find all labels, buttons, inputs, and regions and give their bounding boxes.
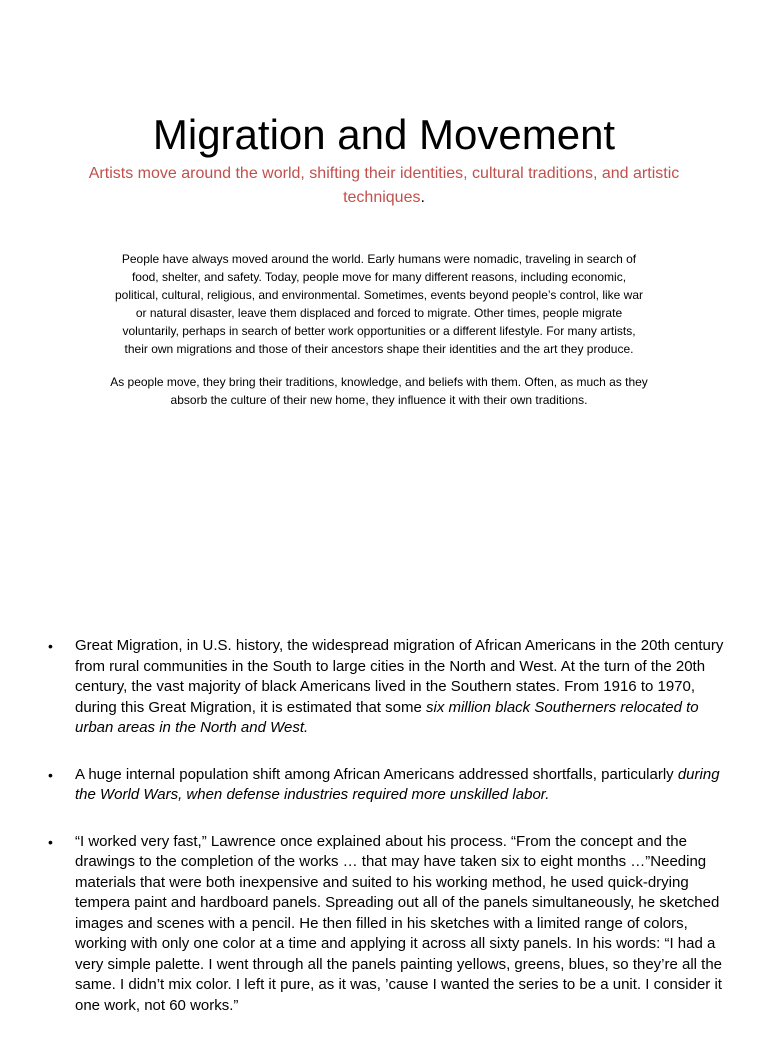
subtitle-period: . <box>420 189 425 206</box>
bullet-italic-text: six million black Southerners relocated to urban areas in the North and West. <box>75 698 699 736</box>
bullet-marker: • <box>48 833 53 850</box>
bullet-italic-text: during the World Wars, when defense industries required more unskilled labor. <box>75 765 720 803</box>
bullet-text: “I worked very fast,” Lawrence once explained about his process. “From the concept and the drawings to the completion of the works … that may have taken six to eight months …”Needing materials that were both inexpensive and suited to his working method, he used quick-drying tempera paint and hardboard panels. Spreading out all of the panels simultaneously, he sketched images and scenes with a pencil. He then filled in his sketches with a limited range of colors, working with only one color at a time and applying it across all sixty panels. In his words: “I had a very simple palette. I went through all the panels painting yellows, greens, blues, so they’re all the same. I didn’t mix color. I left it pure, as it was, ’cause I wanted the series to be a unit. I consider it one work, not 60 works.” <box>75 832 723 1014</box>
intro-paragraph-2: As people move, they bring their traditions, knowledge, and beliefs with them. Often, as much as they absorb the culture of their new home, they influence it with their own traditions. <box>110 375 648 407</box>
bullet-marker: • <box>48 638 53 654</box>
bullet-item-great-migration <box>44 636 734 739</box>
bullet-text: Great Migration, in U.S. history, the widespread migration of African Americans in the 20th century from rural communities in the South to large cities in the North and West. At the turn of the 20th century, the vast majority of black Americans lived in the Southern states. From 1916 to 1970, during this Great Migration, it is estimated that some <box>75 637 724 716</box>
page-subtitle <box>64 162 704 210</box>
intro-text <box>110 250 648 424</box>
page-title: Migration and Movement <box>152 111 616 158</box>
bullet-marker: • <box>48 766 53 783</box>
bullet-list <box>44 636 734 1042</box>
intro-paragraph-1: People have always moved around the world. Early humans were nomadic, traveling in search of food, shelter, and safety. Today, people move for many different reasons, including economic, political, cultural, religious, and environmental. Sometimes, events beyond people’s control, like war or natural disaster, leave them displaced and forced to migrate. Other times, people migrate voluntarily, perhaps in search of better work opportunities or a different lifestyle. For many artists, their own migrations and those of their ancestors shape their identities and the art they produce. <box>114 252 644 356</box>
bullet-item-population-shift <box>44 765 734 806</box>
subtitle-text: Artists move around the world, shifting their identities, cultural traditions, and artistic techniques <box>88 165 680 206</box>
bullet-item-lawrence-quote <box>44 832 734 1017</box>
bullet-text: A huge internal population shift among African Americans addressed shortfalls, particularly <box>75 765 678 783</box>
